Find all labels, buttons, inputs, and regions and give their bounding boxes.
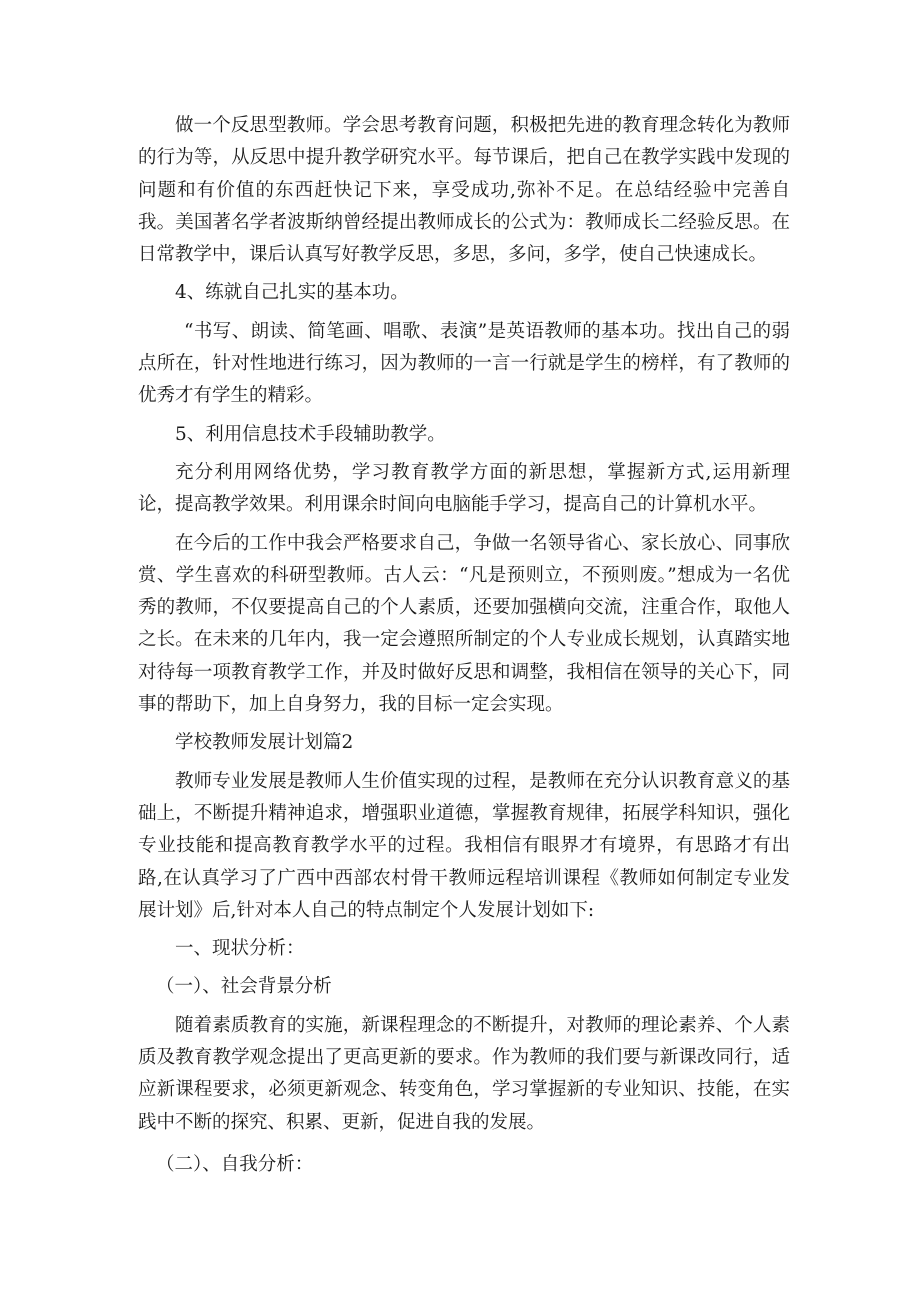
paragraph-professional-development: 教师专业发展是教师人生价值实现的过程，是教师在充分认识教育意义的基础上，不断提升精神追求，增强职业道德，掌握教育规律，拓展学科知识，强化专业技能和提高教育教学水平的过程。我相信有眼界才有境界，有思路才有出路,在认真学习了广西中西部农村骨干教师远程培训课程《教师如何制定专业发展计划》后,针对本人自己的特点制定个人发展计划如下: <box>138 770 790 921</box>
heading-self-analysis: （二）、自我分析： <box>156 1153 314 1175</box>
paragraph-reflective-teacher: 做一个反思型教师。学会思考教育问题，积极把先进的教育理念转化为教师的行为等，从反思中提升教学研究水平。每节课后，把自己在教学实践中发现的问题和有价值的东西赶快记下来，享受成功,弥补不足。在总结经验中完善自我。美国著名学者波斯纳曾经提出教师成长的公式为：教师成长二经验反思。在日常教学中，课后认真写好教学反思，多思，多问，多学，使自己快速成长。 <box>138 115 790 266</box>
paragraph-social-background: 随着素质教育的实施，新课程理念的不断提升，对教师的理论素养、个人素质及教育教学观念提出了更高更新的要求。作为教师的我们要与新课改同行，适应新课程要求，必须更新观念、转变角色，学习掌握新的专业知识、技能，在实践中不断的探究、积累、更新，促进自我的发展。 <box>138 1014 790 1133</box>
paragraph-basic-skills: “书写、朗读、简笔画、唱歌、表演”是英语教师的基本功。找出自己的弱点所在，针对性地进行练习，因为教师的一言一行就是学生的榜样，有了教师的优秀才有学生的精彩。 <box>138 320 790 407</box>
section-title-plan-2: 学校教师发展计划篇2 <box>175 732 354 754</box>
heading-social-background: （一）、社会背景分析 <box>156 976 332 998</box>
document-page <box>138 110 790 1181</box>
heading-basic-skills: 4、练就自己扎实的基本功。 <box>175 282 409 304</box>
heading-status-analysis: 一、现状分析： <box>175 938 305 960</box>
paragraph-info-tech: 充分利用网络优势，学习教育教学方面的新思想，掌握新方式,运用新理论，提高教学效果。利用课余时间向电脑能手学习，提高自己的计算机水平。 <box>138 461 790 516</box>
paragraph-conclusion: 在今后的工作中我会严格要求自己，争做一名领导省心、家长放心、同事欣赏、学生喜欢的科研型教师。古人云：“凡是预则立，不预则废。”想成为一名优秀的教师，不仅要提高自己的个人素质，还要加强横向交流，注重合作，取他人之长。在未来的几年内，我一定会遵照所制定的个人专业成长规划，认真踏实地对待每一项教育教学工作，并及时做好反思和调整，我相信在领导的关心下，同事的帮助下，加上自身努力，我的目标一定会实现。 <box>138 532 790 716</box>
heading-info-tech: 5、利用信息技术手段辅助教学。 <box>175 423 446 445</box>
